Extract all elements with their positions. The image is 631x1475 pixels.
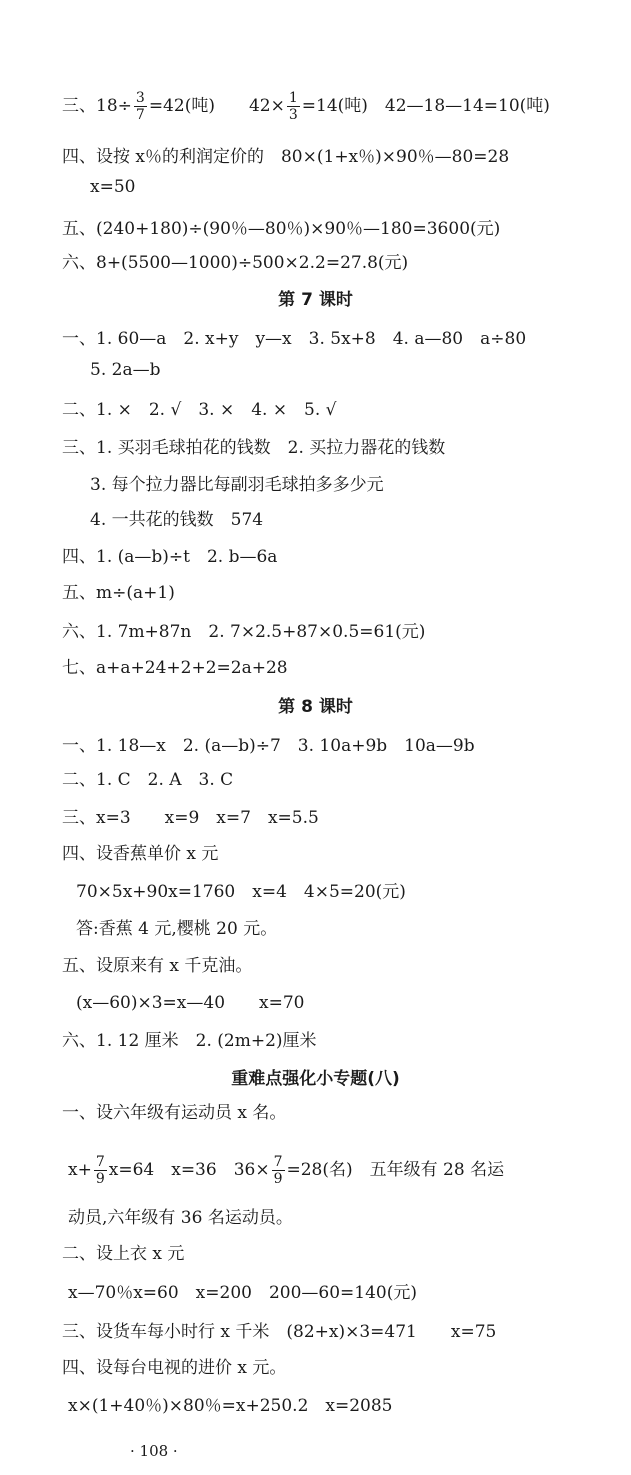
denominator: 7 bbox=[135, 107, 145, 123]
z1b-part1: x+ bbox=[68, 1160, 92, 1180]
topic-q1-cont: 动员,六年级有 36 名运动员。 bbox=[68, 1208, 293, 1228]
numerator: 1 bbox=[288, 90, 298, 106]
fraction-3-7 bbox=[134, 90, 147, 123]
lesson8-q6: 六、1. 12 厘米 2. (2m+2)厘米 bbox=[62, 1031, 317, 1051]
topic-q1-equation bbox=[68, 1154, 504, 1187]
topic-q4-equation: x×(1+40％)×80％=x+250.2 x=2085 bbox=[68, 1396, 393, 1416]
lesson7-q7: 七、a+a+24+2+2=2a+28 bbox=[62, 658, 288, 678]
answer-line-6: 六、8+(5500—1000)÷500×2.2=27.8(元) bbox=[62, 253, 409, 273]
lesson7-q3-4: 4. 一共花的钱数 574 bbox=[90, 510, 264, 530]
denominator: 9 bbox=[95, 1171, 105, 1187]
answer-line-4: 四、设按 x％的利润定价的 80×(1+x％)×90％—80=28 bbox=[62, 147, 510, 167]
lesson7-q1: 一、1. 60—a 2. x+y y—x 3. 5x+8 4. a—80 a÷80 bbox=[62, 329, 527, 349]
s3-part3: =14(吨) 42—18—14=10(吨) bbox=[301, 96, 550, 116]
lesson8-q4: 四、设香蕉单价 x 元 bbox=[62, 844, 219, 864]
lesson8-q3: 三、x=3 x=9 x=7 x=5.5 bbox=[62, 808, 319, 828]
lesson8-q4-answer: 答:香蕉 4 元,樱桃 20 元。 bbox=[76, 919, 278, 939]
section-heading-special-topic: 重难点强化小专题(八) bbox=[231, 1069, 400, 1089]
lesson7-q6: 六、1. 7m+87n 2. 7×2.5+87×0.5=61(元) bbox=[62, 622, 426, 642]
topic-q3: 三、设货车每小时行 x 千米 (82+x)×3=471 x=75 bbox=[62, 1322, 497, 1342]
lesson7-q3-3: 3. 每个拉力器比每副羽毛球拍多多少元 bbox=[90, 475, 384, 495]
s3-part1: 三、18÷ bbox=[62, 96, 132, 116]
topic-q1: 一、设六年级有运动员 x 名。 bbox=[62, 1103, 287, 1123]
topic-q2: 二、设上衣 x 元 bbox=[62, 1244, 185, 1264]
numerator: 3 bbox=[135, 90, 145, 106]
answer-line-3 bbox=[62, 90, 550, 123]
denominator: 3 bbox=[288, 107, 298, 123]
z1b-part3: =28(名) 五年级有 28 名运 bbox=[286, 1160, 505, 1180]
fraction-1-3 bbox=[287, 90, 300, 123]
z1b-part2: x=64 x=36 36× bbox=[108, 1160, 270, 1180]
answer-line-5: 五、(240+180)÷(90％—80％)×90％—180=3600(元) bbox=[62, 219, 501, 239]
page-number: · 108 · bbox=[130, 1442, 178, 1460]
lesson8-q4-equation: 70×5x+90x=1760 x=4 4×5=20(元) bbox=[76, 882, 406, 902]
topic-q4: 四、设每台电视的进价 x 元。 bbox=[62, 1358, 287, 1378]
lesson7-q3: 三、1. 买羽毛球拍花的钱数 2. 买拉力器花的钱数 bbox=[62, 438, 446, 458]
numerator: 7 bbox=[273, 1154, 283, 1170]
lesson8-q1: 一、1. 18—x 2. (a—b)÷7 3. 10a+9b 10a—9b bbox=[62, 736, 475, 756]
section-heading-lesson-7: 第 7 课时 bbox=[278, 290, 353, 310]
section-heading-lesson-8: 第 8 课时 bbox=[278, 697, 353, 717]
fraction-7-9 bbox=[272, 1154, 285, 1187]
lesson8-q5-equation: (x—60)×3=x—40 x=70 bbox=[76, 993, 305, 1013]
denominator: 9 bbox=[273, 1171, 283, 1187]
numerator: 7 bbox=[95, 1154, 105, 1170]
answer-line-4-solution: x=50 bbox=[90, 177, 136, 197]
lesson7-q5: 五、m÷(a+1) bbox=[62, 583, 175, 603]
lesson7-q2: 二、1. × 2. √ 3. × 4. × 5. √ bbox=[62, 400, 337, 420]
fraction-7-9 bbox=[94, 1154, 107, 1187]
lesson8-q2: 二、1. C 2. A 3. C bbox=[62, 770, 234, 790]
topic-q2-equation: x—70％x=60 x=200 200—60=140(元) bbox=[68, 1283, 417, 1303]
lesson7-q1-cont: 5. 2a—b bbox=[90, 360, 161, 380]
lesson7-q4: 四、1. (a—b)÷t 2. b—6a bbox=[62, 547, 278, 567]
s3-part2: =42(吨) 42× bbox=[148, 96, 285, 116]
lesson8-q5: 五、设原来有 x 千克油。 bbox=[62, 956, 253, 976]
